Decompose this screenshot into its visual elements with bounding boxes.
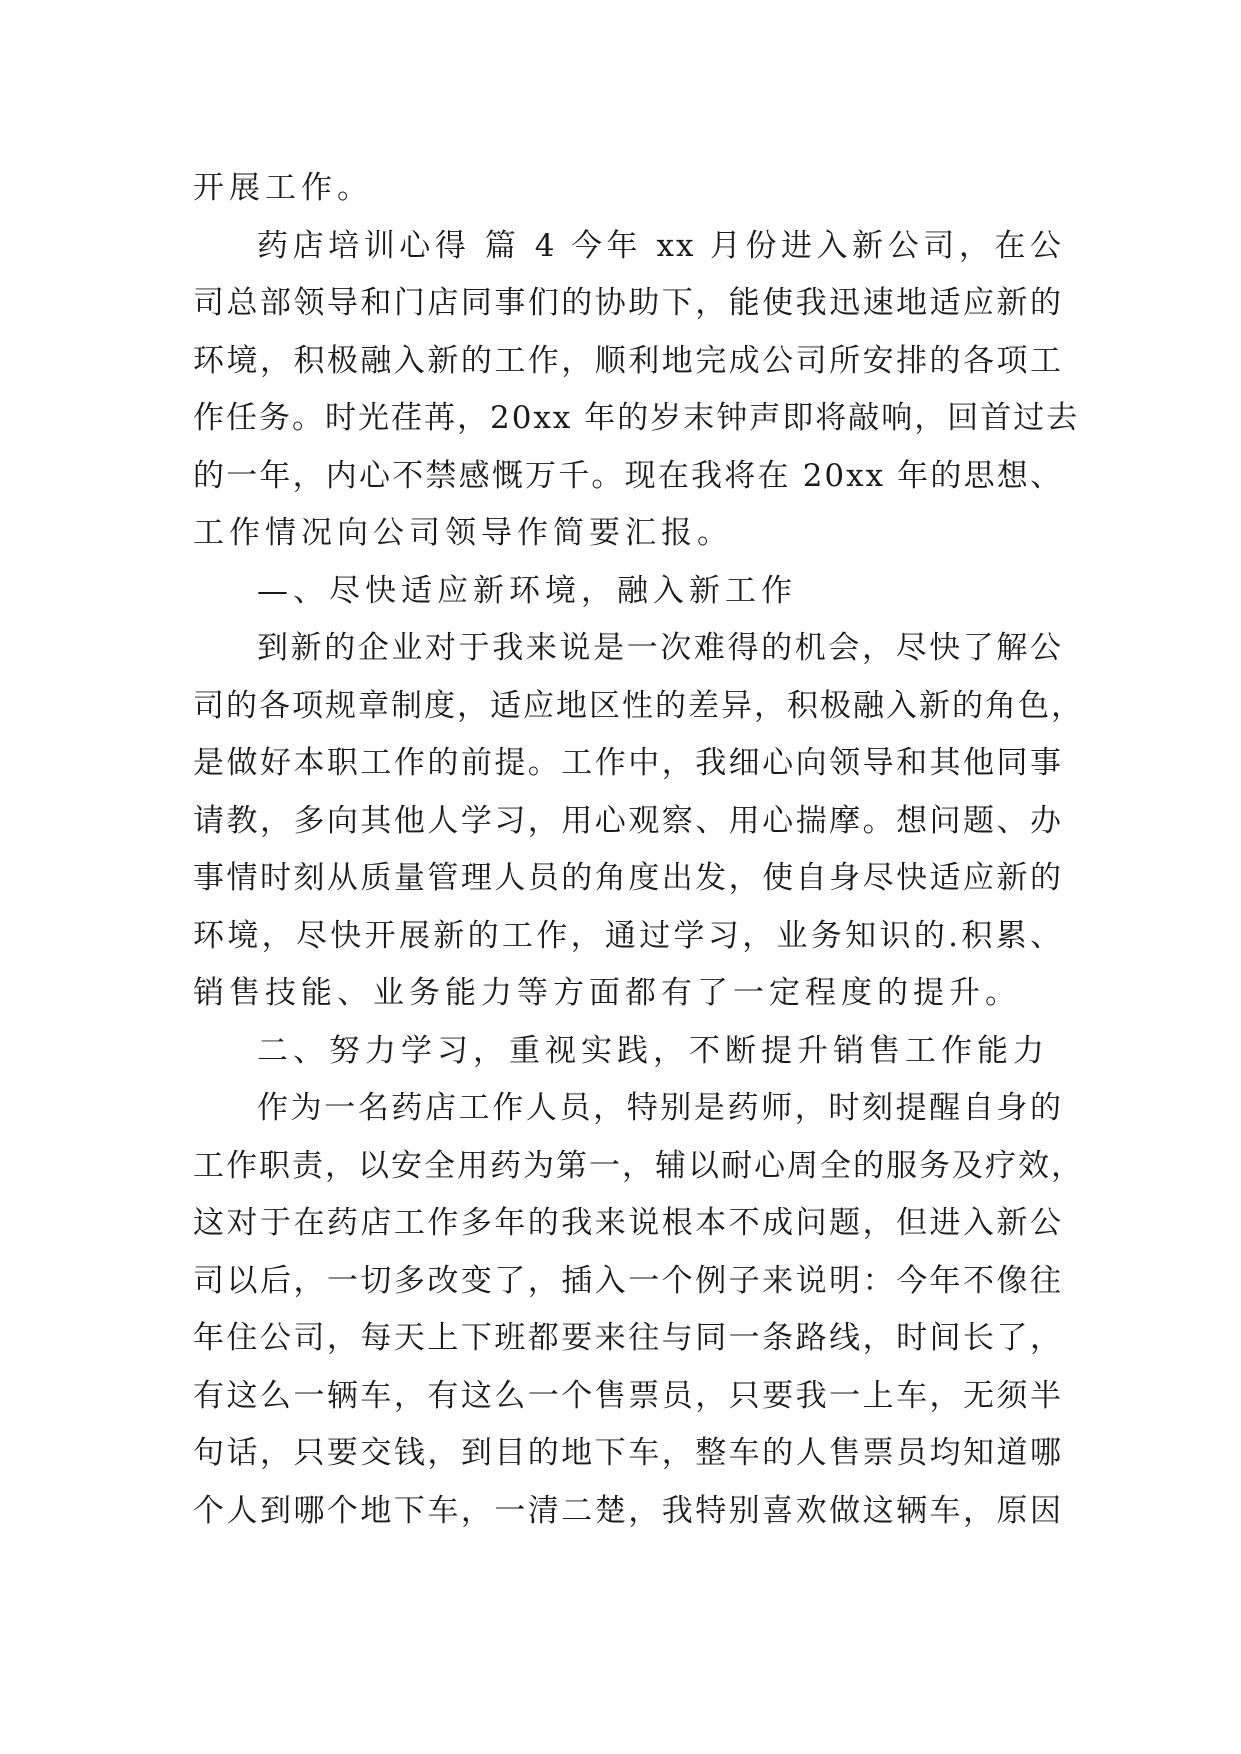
text-line: 句话，只要交钱，到目的地下车，整车的人售票员均知道哪 (193, 1435, 1063, 1471)
text-line: 司总部领导和门店同事们的协助下，能使我迅速地适应新的 (193, 285, 1063, 321)
text-line: 到新的企业对于我来说是一次难得的机会，尽快了解公 (257, 630, 1063, 666)
text-line: 请教，多向其他人学习，用心观察、用心揣摩。想问题、办 (193, 802, 1063, 839)
text-line: 这对于在药店工作多年的我来说根本不成问题，但进入新公 (193, 1205, 1063, 1241)
text-line: —、尽快适应新环境，融入新工作 (257, 572, 797, 609)
text-line: 作任务。时光荏苒，20xx 年的岁末钟声即将敲响，回首过去 (193, 400, 1080, 436)
text-line: 环境，积极融入新的工作，顺利地完成公司所安排的各项工 (193, 342, 1063, 379)
text-line: 药店培训心得 篇 4 今年 xx 月份进入新公司，在公 (257, 227, 1063, 264)
text-line: 年住公司，每天上下班都要来往与同一条路线，时间长了， (193, 1320, 1063, 1356)
text-line: 有这么一辆车，有这么一个售票员，只要我一上车，无须半 (193, 1377, 1063, 1414)
text-line: 个人到哪个地下车，一清二楚，我特别喜欢做这辆车，原因 (193, 1492, 1063, 1529)
text-line: 工作职责，以安全用药为第一，辅以耐心周全的服务及疗效， (193, 1147, 1084, 1184)
text-line: 是做好本职工作的前提。工作中，我细心向领导和其他同事 (193, 745, 1063, 781)
text-line: 作为一名药店工作人员，特别是药师，时刻提醒自身的 (257, 1090, 1063, 1126)
text-line: 事情时刻从质量管理人员的角度出发，使自身尽快适应新的 (193, 860, 1063, 896)
text-line: 工作情况向公司领导作简要汇报。 (193, 515, 733, 551)
text-line: 销售技能、业务能力等方面都有了一定程度的提升。 (193, 975, 1021, 1011)
text-line: 的一年，内心不禁感慨万千。现在我将在 20xx 年的思想、 (193, 457, 1063, 494)
text-line: 司以后，一切多改变了，插入一个例子来说明：今年不像往 (193, 1262, 1063, 1299)
text-line: 二、努力学习，重视实践，不断提升销售工作能力 (257, 1032, 1049, 1069)
text-line: 环境，尽快开展新的工作，通过学习，业务知识的.积累、 (193, 917, 1063, 954)
text-line: 司的各项规章制度，适应地区性的差异，积极融入新的角色， (193, 687, 1084, 724)
document-body (193, 160, 1084, 1540)
text-line: 开展工作。 (193, 170, 373, 206)
